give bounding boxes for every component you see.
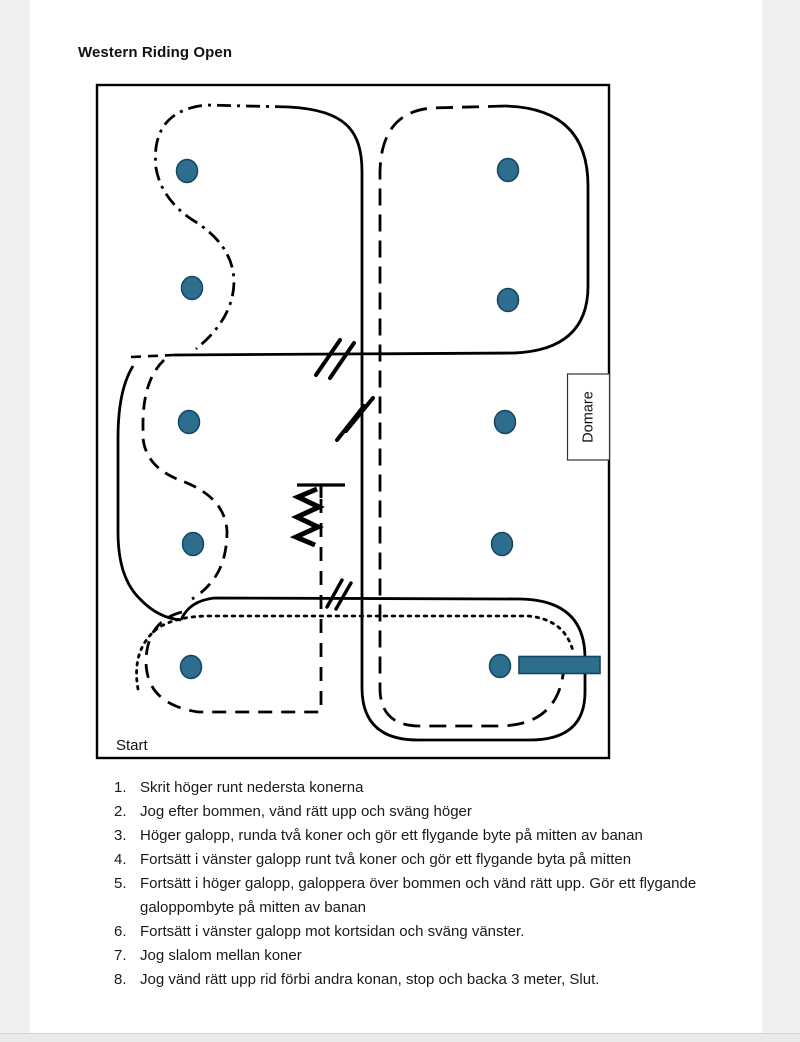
instruction-text: Skrit höger runt nedersta konerna bbox=[140, 779, 364, 796]
pole-marker bbox=[519, 657, 600, 674]
judge-label: Domare bbox=[580, 391, 597, 443]
instruction-item bbox=[114, 824, 734, 848]
instruction-number: 2. bbox=[114, 803, 127, 820]
instruction-item bbox=[114, 872, 734, 920]
instruction-item bbox=[114, 920, 734, 944]
cone bbox=[182, 277, 203, 300]
cone bbox=[179, 411, 200, 434]
instruction-list bbox=[114, 776, 734, 992]
instruction-text: Höger galopp, runda två koner och gör ett flygande byte på mitten av banan bbox=[140, 827, 643, 844]
instruction-number: 7. bbox=[114, 947, 127, 964]
instruction-text: Fortsätt i höger galopp, galoppera över bommen och vänd rätt upp. Gör ett flygande galoppombyte på mitten av banan bbox=[140, 875, 697, 916]
instruction-item bbox=[114, 776, 734, 800]
instruction-text: Jog efter bommen, vänd rätt upp och sväng höger bbox=[140, 803, 472, 820]
page-title: Western Riding Open bbox=[78, 44, 233, 61]
instruction-item bbox=[114, 944, 734, 968]
instruction-number: 4. bbox=[114, 851, 127, 868]
instruction-number: 6. bbox=[114, 923, 127, 940]
instruction-text: Jog slalom mellan koner bbox=[140, 947, 302, 964]
cone bbox=[490, 655, 511, 678]
instruction-number: 1. bbox=[114, 779, 127, 796]
cone bbox=[183, 533, 204, 556]
instruction-number: 8. bbox=[114, 971, 127, 988]
instruction-text: Jog vänd rätt upp rid förbi andra konan, stop och backa 3 meter, Slut. bbox=[140, 971, 600, 988]
cone bbox=[495, 411, 516, 434]
instruction-number: 5. bbox=[114, 875, 127, 892]
instruction-text: Fortsätt i vänster galopp runt två koner och gör ett flygande byta på mitten bbox=[140, 851, 632, 868]
cone bbox=[177, 160, 198, 183]
cone bbox=[498, 289, 519, 312]
cone bbox=[181, 656, 202, 679]
cone bbox=[492, 533, 513, 556]
instruction-number: 3. bbox=[114, 827, 127, 844]
cone bbox=[498, 159, 519, 182]
instruction-item bbox=[114, 968, 734, 992]
start-label: Start bbox=[116, 737, 148, 754]
instruction-text: Fortsätt i vänster galopp mot kortsidan och sväng vänster. bbox=[140, 923, 525, 940]
judge-box bbox=[568, 374, 610, 460]
instruction-item bbox=[114, 848, 734, 872]
instruction-item bbox=[114, 800, 734, 824]
